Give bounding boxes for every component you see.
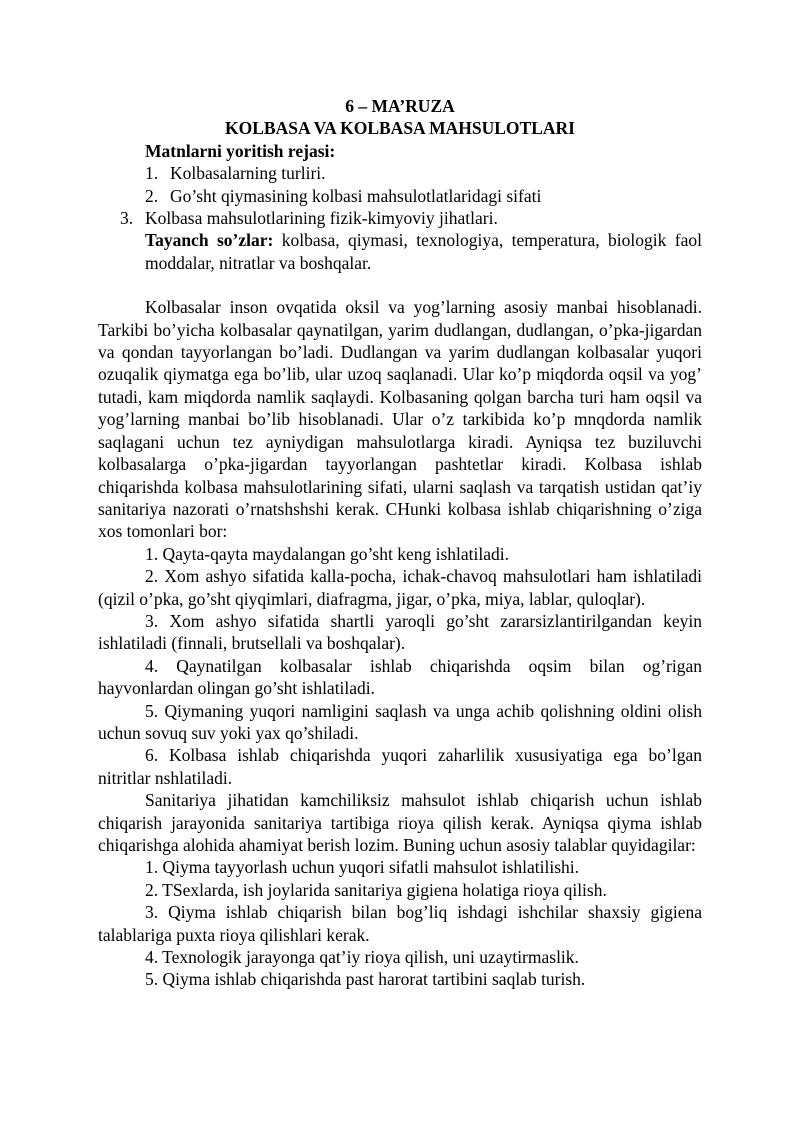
sanitary-paragraph: Sanitariya jihatidan kamchiliksiz mahsulot ishlab chiqarish uchun ishlab chiqarish jarayonida sanitariya tartibiga rioya qilish kerak. Ayniqsa qiyma ishlab chiqarishga alohida ahamiyat berish lozim. Buning uchun asosiy talablar quyidagilar: [98,790,702,855]
keywords-label: Tayanch so’zlar: [145,230,274,251]
requirement-item: 4. Texnologik jarayonga qat’iy rioya qilish, uni uzaytirmaslik. [145,947,579,968]
keywords-paragraph [145,229,702,274]
lecture-number: 6 – MA’RUZA [345,96,455,116]
feature-item: 1. Qayta-qayta maydalangan go’sht keng ishlatiladi. [145,543,509,564]
feature-item: 3. Xom ashyo sifatida shartli yaroqli go’sht zararsizlantirilgandan keyin ishlatiladi (finnali, brutsellali va boshqalar). [98,610,702,654]
plan-item: 2. Go’sht qiymasining kolbasi mahsulotlatlaridagi sifati [145,185,542,206]
keywords-text: kolbasa, qiymasi, texnologiya, temperatura, biologik faol moddalar, nitratlar va boshqalar. [145,230,702,273]
requirement-item: 1. Qiyma tayyorlash uchun yuqori sifatli mahsulot ishlatilishi. [145,857,580,878]
plan-item: 3. Kolbasa mahsulotlarining fizik-kimyoviy jihatlari. [120,208,498,229]
feature-item: 5. Qiymaning yuqori namligini saqlash va unga achib qolishning oldini olish uchun sovuq suv yoki yax qo’shiladi. [98,700,702,743]
intro-paragraph: Kolbasalar inson ovqatida oksil va yog’larning asosiy manbai hisoblanadi. Tarkibi bo’yicha kolbasalar qaynatilgan, yarim dudlangan, dudlangan, o’pka-jigardan va qondan tayyorlangan bo’ladi. Dudlangan va yarim dudlangan kolbasalar yuqori ozuqalik qiymatga ega bo’lib, ular uzoq saqlanadi. Ular ko’p miqdorda oqsil va yog’ tutadi, kam miqdorda namlik saqlaydi. Kolbasaning qolgan barcha turi ham oqsil va yog’larning manbai bo’lib hisoblanadi. Ular o’z tarkibida ko’p mnqdorda namlik saqlagani uchun tez ayniydigan mahsulotlarga kiradi. Ayniqsa tez buziluvchi kolbasalarga o’pka-jigardan tayyorlangan pashtetlar kiradi. Kolbasa ishlab chiqarishda kolbasa mahsulotlarining sifati, ularni saqlash va tarqatish ustidan qat’iy sanitariya nazorati o’rnatshshshi kerak. CHunki kolbasa ishlab chiqarishning o’ziga xos tomonlari bor: [98,297,702,542]
feature-item: 2. Xom ashyo sifatida kalla-pocha, ichak-chavoq mahsulotlari ham ishlatiladi (qizil o’pka, go’sht qiyqimlari, diafragma, jigar, o’pka, miya, lablar, quloqlar). [98,566,702,609]
requirement-item: 2. TSexlarda, ish joylarida sanitariya gigiena holatiga rioya qilish. [145,879,607,900]
plan-heading: Matnlarni yoritish rejasi: [145,140,336,161]
page-title: KOLBASA VA KOLBASA MAHSULOTLARI [225,118,575,139]
requirement-item: 3. Qiyma ishlab chiqarish bilan bog’liq ishdagi ishchilar shaxsiy gigiena talablariga puxta rioya qilishlari kerak. [98,902,702,945]
feature-item: 6. Kolbasa ishlab chiqarishda yuqori zaharlilik xususiyatiga ega bo’lgan nitritlar nshlatiladi. [98,745,702,788]
feature-item: 4. Qaynatilgan kolbasalar ishlab chiqarishda oqsim bilan og’rigan hayvonlardan olingan go’sht ishlatiladi. [98,655,702,699]
spacer [98,274,702,296]
plan-item: 1. Kolbasalarning turliri. [145,163,326,184]
plan-list [98,162,702,229]
requirement-item: 5. Qiyma ishlab chiqarishda past harorat tartibini saqlab turish. [145,969,586,990]
document-page [98,95,702,991]
